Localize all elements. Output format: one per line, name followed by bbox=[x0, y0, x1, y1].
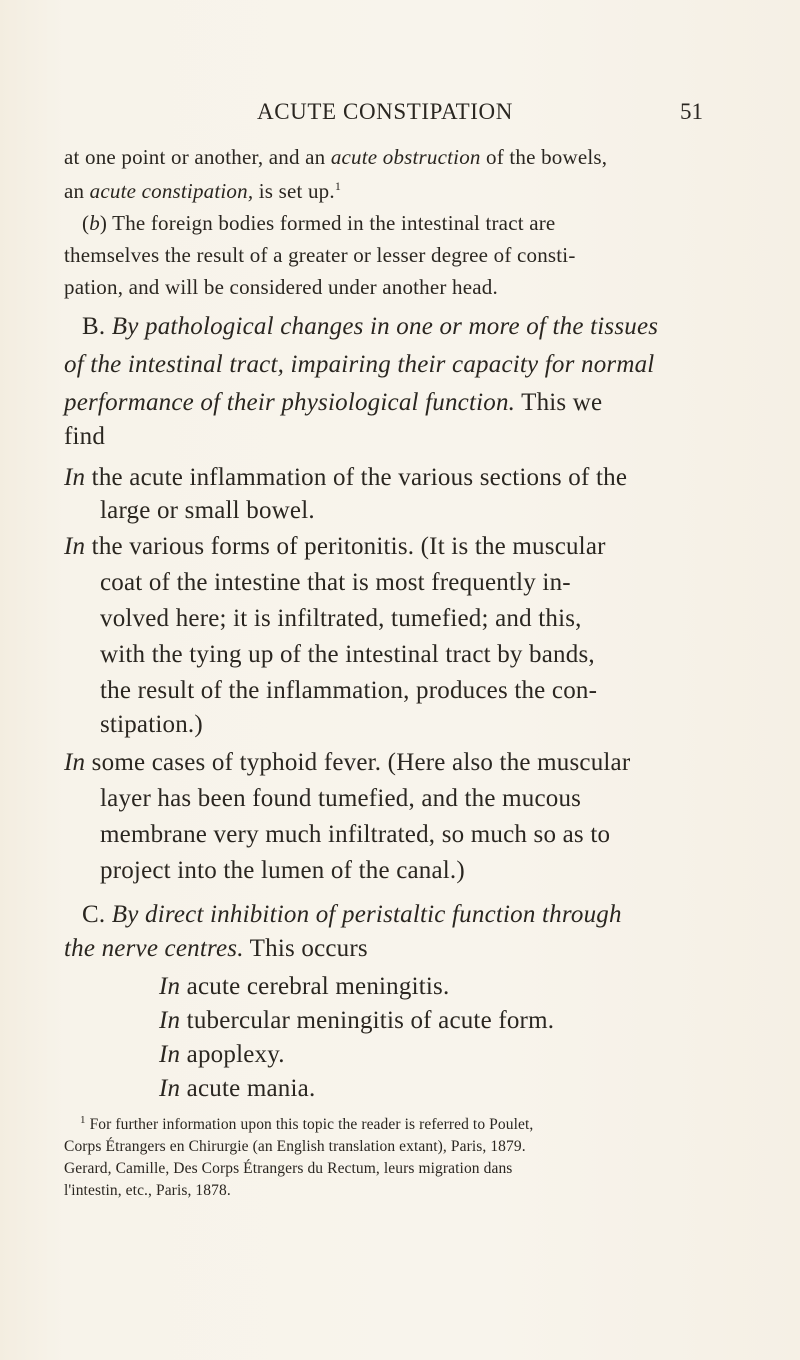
section-letter: C. bbox=[82, 901, 112, 928]
text-line bbox=[64, 147, 607, 168]
text-span: For further information upon this topic the reader is referred to Poulet, bbox=[85, 1116, 534, 1133]
footnote-mark: 1 bbox=[80, 1113, 86, 1126]
list-item bbox=[159, 1076, 315, 1101]
text-line: stipation.) bbox=[100, 711, 203, 738]
italic-span: In bbox=[159, 1041, 181, 1068]
text-span: an bbox=[64, 179, 90, 203]
italic-span: of the intestinal tract, impairing their capacity for normal bbox=[64, 351, 655, 378]
list-item bbox=[64, 534, 606, 559]
text-span: the acute inflammation of the various sections of the bbox=[85, 464, 628, 491]
text-line: pation, and will be considered under another head. bbox=[64, 275, 498, 299]
italic-span: performance of their physiological function. bbox=[64, 389, 516, 416]
italic-span: acute obstruction bbox=[330, 145, 481, 169]
text-line: coat of the intestine that is most frequently in- bbox=[100, 569, 571, 596]
text-span: acute mania. bbox=[180, 1075, 316, 1102]
list-item bbox=[159, 1042, 285, 1067]
text-line bbox=[82, 902, 622, 927]
italic-span: In bbox=[64, 749, 86, 776]
text-line bbox=[82, 213, 555, 234]
text-line bbox=[64, 181, 341, 202]
list-item bbox=[64, 750, 630, 775]
text-line: volved here; it is infiltrated, tumefied; and this, bbox=[100, 605, 582, 632]
text-line: find bbox=[64, 423, 106, 450]
italic-span: acute constipation, bbox=[89, 179, 254, 203]
italic-span: By pathological changes in one or more of the tissues bbox=[111, 313, 659, 340]
text-line: membrane very much infiltrated, so much so as to bbox=[100, 821, 611, 848]
italic-span: By direct inhibition of peristaltic function through bbox=[111, 901, 622, 928]
text-span: acute cerebral meningitis. bbox=[180, 973, 450, 1000]
text-line: the result of the inflammation, produces the con- bbox=[100, 677, 598, 704]
italic-span: In bbox=[159, 973, 181, 1000]
text-span: ( bbox=[82, 211, 90, 235]
footnote-line: Gerard, Camille, Des Corps Étrangers du Rectum, leurs migration dans bbox=[64, 1160, 513, 1177]
text-line: with the tying up of the intestinal tract by bands, bbox=[100, 641, 595, 668]
list-item bbox=[159, 1008, 554, 1033]
text-line: themselves the result of a greater or lesser degree of consti- bbox=[64, 243, 576, 267]
italic-span: the nerve centres. bbox=[64, 935, 244, 962]
text-line bbox=[82, 314, 658, 339]
text-span: This we bbox=[515, 389, 603, 416]
text-span: ) The foreign bodies formed in the intestinal tract are bbox=[99, 211, 556, 235]
italic-span: In bbox=[64, 533, 86, 560]
italic-span: b bbox=[89, 211, 100, 235]
footnote-reference: 1 bbox=[334, 179, 342, 193]
footnote-line: l'intestin, etc., Paris, 1878. bbox=[64, 1182, 231, 1199]
text-span: tubercular meningitis of acute form. bbox=[180, 1007, 555, 1034]
italic-span: In bbox=[159, 1075, 181, 1102]
italic-span: In bbox=[159, 1007, 181, 1034]
text-span: at one point or another, and an bbox=[64, 145, 331, 169]
text-span: is set up. bbox=[253, 179, 335, 203]
text-span: some cases of typhoid fever. (Here also the muscular bbox=[85, 749, 631, 776]
text-line: layer has been found tumefied, and the mucous bbox=[100, 785, 582, 812]
running-title: ACUTE CONSTIPATION bbox=[257, 99, 513, 124]
page-number: 51 bbox=[680, 99, 703, 124]
list-item bbox=[64, 465, 627, 490]
footnote-line: Corps Étrangers en Chirurgie (an English translation extant), Paris, 1879. bbox=[64, 1138, 526, 1155]
list-item bbox=[159, 974, 449, 999]
text-line: large or small bowel. bbox=[100, 497, 315, 524]
text-line bbox=[64, 352, 654, 377]
text-span: apoplexy. bbox=[180, 1041, 285, 1068]
italic-span: In bbox=[64, 464, 86, 491]
footnote-line bbox=[80, 1113, 534, 1133]
text-line bbox=[64, 390, 602, 415]
text-line: project into the lumen of the canal.) bbox=[100, 857, 465, 884]
text-line bbox=[64, 936, 368, 961]
section-letter: B. bbox=[82, 313, 112, 340]
text-span: This occurs bbox=[243, 935, 368, 962]
text-span: of the bowels, bbox=[480, 145, 608, 169]
text-span: the various forms of peritonitis. (It is the muscular bbox=[85, 533, 606, 560]
